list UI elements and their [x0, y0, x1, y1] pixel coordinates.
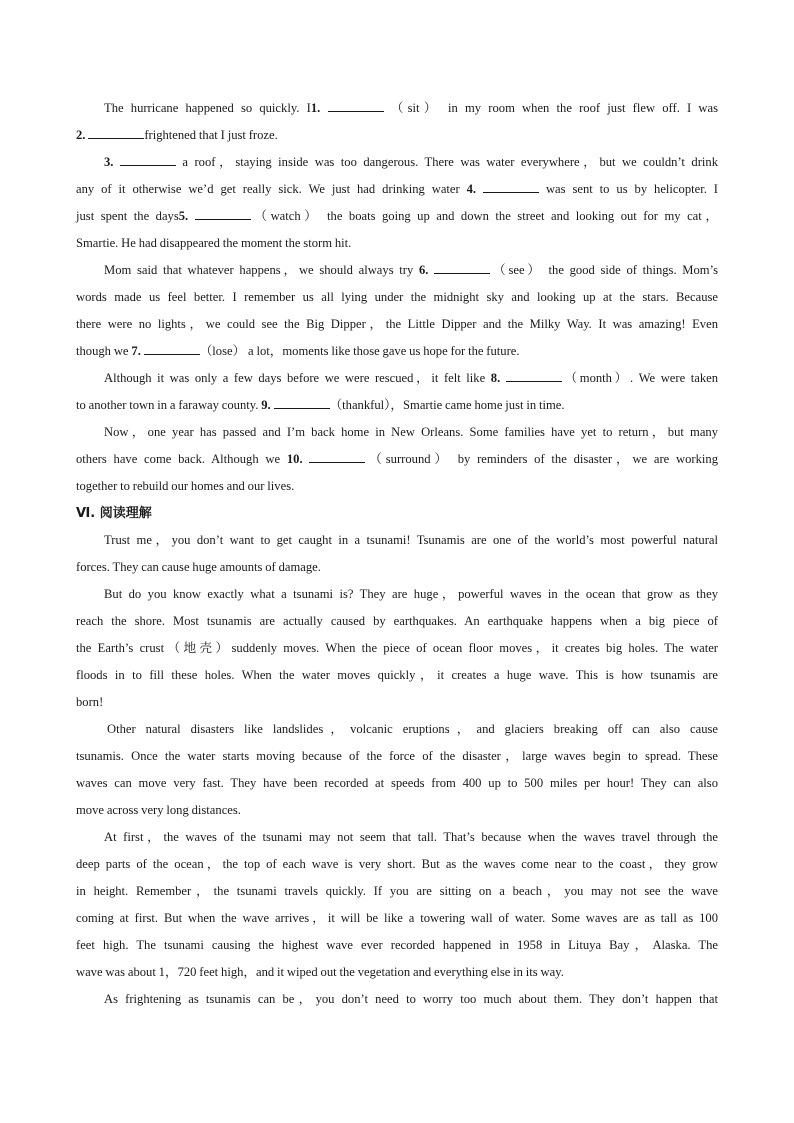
answer-blank[interactable]: [483, 180, 539, 193]
text-line: there were no lights，we could see the Big Dipper，the Little Dipper and the Milky Way. It was amazing! Even: [76, 317, 718, 331]
text-line: The hurricane happened so quickly. I1. （sit） in my room when the roof just flew off. I was: [104, 101, 718, 115]
answer-blank[interactable]: [506, 369, 562, 382]
answer-blank[interactable]: [434, 261, 490, 274]
text-line: 3. a roof，staying inside was too dangerous. There was water everywhere，but we couldn’t drink: [104, 155, 718, 169]
text-line: tsunamis. Once the water starts moving because of the force of the disaster，large waves begin to spread. These: [76, 749, 718, 763]
answer-blank[interactable]: [144, 342, 200, 355]
cloze-paragraph-2: [76, 149, 718, 257]
answer-blank[interactable]: [309, 450, 365, 463]
text-line: any of it otherwise we’d get really sick. We just had drinking water 4. was sent to us by helicopter. I: [76, 182, 718, 196]
text-line: though we 7. （lose） a lot，moments like those gave us hope for the future.: [76, 344, 520, 358]
reading-paragraph-5: [76, 986, 718, 1013]
text-line: Although it was only a few days before we were rescued，it felt like 8. （month）. We were taken: [104, 371, 718, 385]
text-line: feet high. The tsunami causing the highest wave ever recorded happened in 1958 in Lituya Bay，Alaska. The: [76, 938, 718, 952]
text-line: waves can move very fast. They have been recorded at speeds from 400 up to 500 miles per hour! They can also: [76, 776, 718, 790]
blank-number: 9.: [261, 398, 271, 412]
text-line: words made us feel better. I remember us all lying under the midnight sky and looking up at the stars. Because: [76, 290, 718, 304]
reading-paragraph-3: [76, 716, 718, 824]
cloze-paragraph-3: [76, 257, 718, 365]
text-line: Now，one year has passed and I’m back home in New Orleans. Some families have yet to return，but many: [104, 425, 718, 439]
reading-paragraph-4: [76, 824, 718, 986]
blank-number: 8.: [490, 371, 501, 385]
text-line: to another town in a faraway county. 9. （thankful），Smartie came home just in time.: [76, 398, 565, 412]
text-line: But do you know exactly what a tsunami is? They are huge，powerful waves in the ocean that grow as they: [104, 587, 718, 601]
text-line: together to rebuild our homes and our lives.: [76, 479, 295, 493]
text-line: the Earth’s crust（地壳）suddenly moves. When the piece of ocean floor moves，it creates big holes. The water: [76, 641, 718, 655]
blank-number: 7.: [131, 344, 141, 358]
text-line: As frightening as tsunamis can be，you don’t need to worry too much about them. They don’t happen that: [104, 992, 718, 1006]
text-line: others have come back. Although we 10. （surround） by reminders of the disaster，we are working: [76, 452, 718, 466]
text-line: born!: [76, 695, 104, 709]
text-line: Mom said that whatever happens，we should always try 6. （see） the good side of things. Mom’s: [104, 263, 718, 277]
section-heading: Ⅵ. 阅读理解: [76, 506, 152, 521]
text-line: Other natural disasters like landslides，volcanic eruptions，and glaciers breaking off can also cause: [107, 722, 718, 736]
answer-blank[interactable]: [120, 153, 176, 166]
answer-blank[interactable]: [274, 396, 330, 409]
answer-blank[interactable]: [195, 207, 251, 220]
answer-blank[interactable]: [328, 99, 384, 112]
document-body: [76, 95, 718, 1013]
cloze-paragraph-1: [76, 95, 718, 149]
reading-paragraph-2: [76, 581, 718, 716]
blank-number: 1.: [310, 101, 321, 115]
text-line: Trust me，you don’t want to get caught in a tsunami! Tsunamis are one of the world’s most powerful natural: [104, 533, 718, 547]
text-line: just spent the days5. （watch） the boats going up and down the street and looking out for my cat，: [76, 209, 718, 223]
blank-number: 6.: [419, 263, 429, 277]
cloze-paragraph-4: [76, 365, 718, 419]
text-line: in height. Remember，the tsunami travels quickly. If you are sitting on a beach，you may not see the wave: [76, 884, 718, 898]
text-line: 2. frightened that I just froze.: [76, 128, 278, 142]
text-line: wave was about 1，720 feet high，and it wiped out the vegetation and everything else in its way.: [76, 965, 564, 979]
blank-number: 3.: [104, 155, 114, 169]
text-line: forces. They can cause huge amounts of damage.: [76, 560, 321, 574]
blank-number: 4.: [466, 182, 477, 196]
cloze-paragraph-5: [76, 419, 718, 500]
text-line: move across very long distances.: [76, 803, 241, 817]
text-line: coming at first. But when the wave arrives，it will be like a towering wall of water. Some waves are as tall as 100: [76, 911, 718, 925]
text-line: At first，the waves of the tsunami may not seem that tall. That’s because when the waves travel through the: [104, 830, 718, 844]
text-line: floods in to fill these holes. When the water moves quickly，it creates a huge wave. This is how tsunamis are: [76, 668, 718, 682]
blank-number: 10.: [286, 452, 303, 466]
blank-number: 2.: [76, 128, 86, 142]
text-line: Smartie. He had disappeared the moment the storm hit.: [76, 236, 352, 250]
text-line: reach the shore. Most tsunamis are actually caused by earthquakes. An earthquake happens when a big piece of: [76, 614, 718, 628]
answer-blank[interactable]: [88, 126, 144, 139]
reading-paragraph-1: [76, 527, 718, 581]
blank-number: 5.: [178, 209, 189, 223]
text-line: deep parts of the ocean，the top of each wave is very short. But as the waves come near to the coast，they grow: [76, 857, 718, 871]
